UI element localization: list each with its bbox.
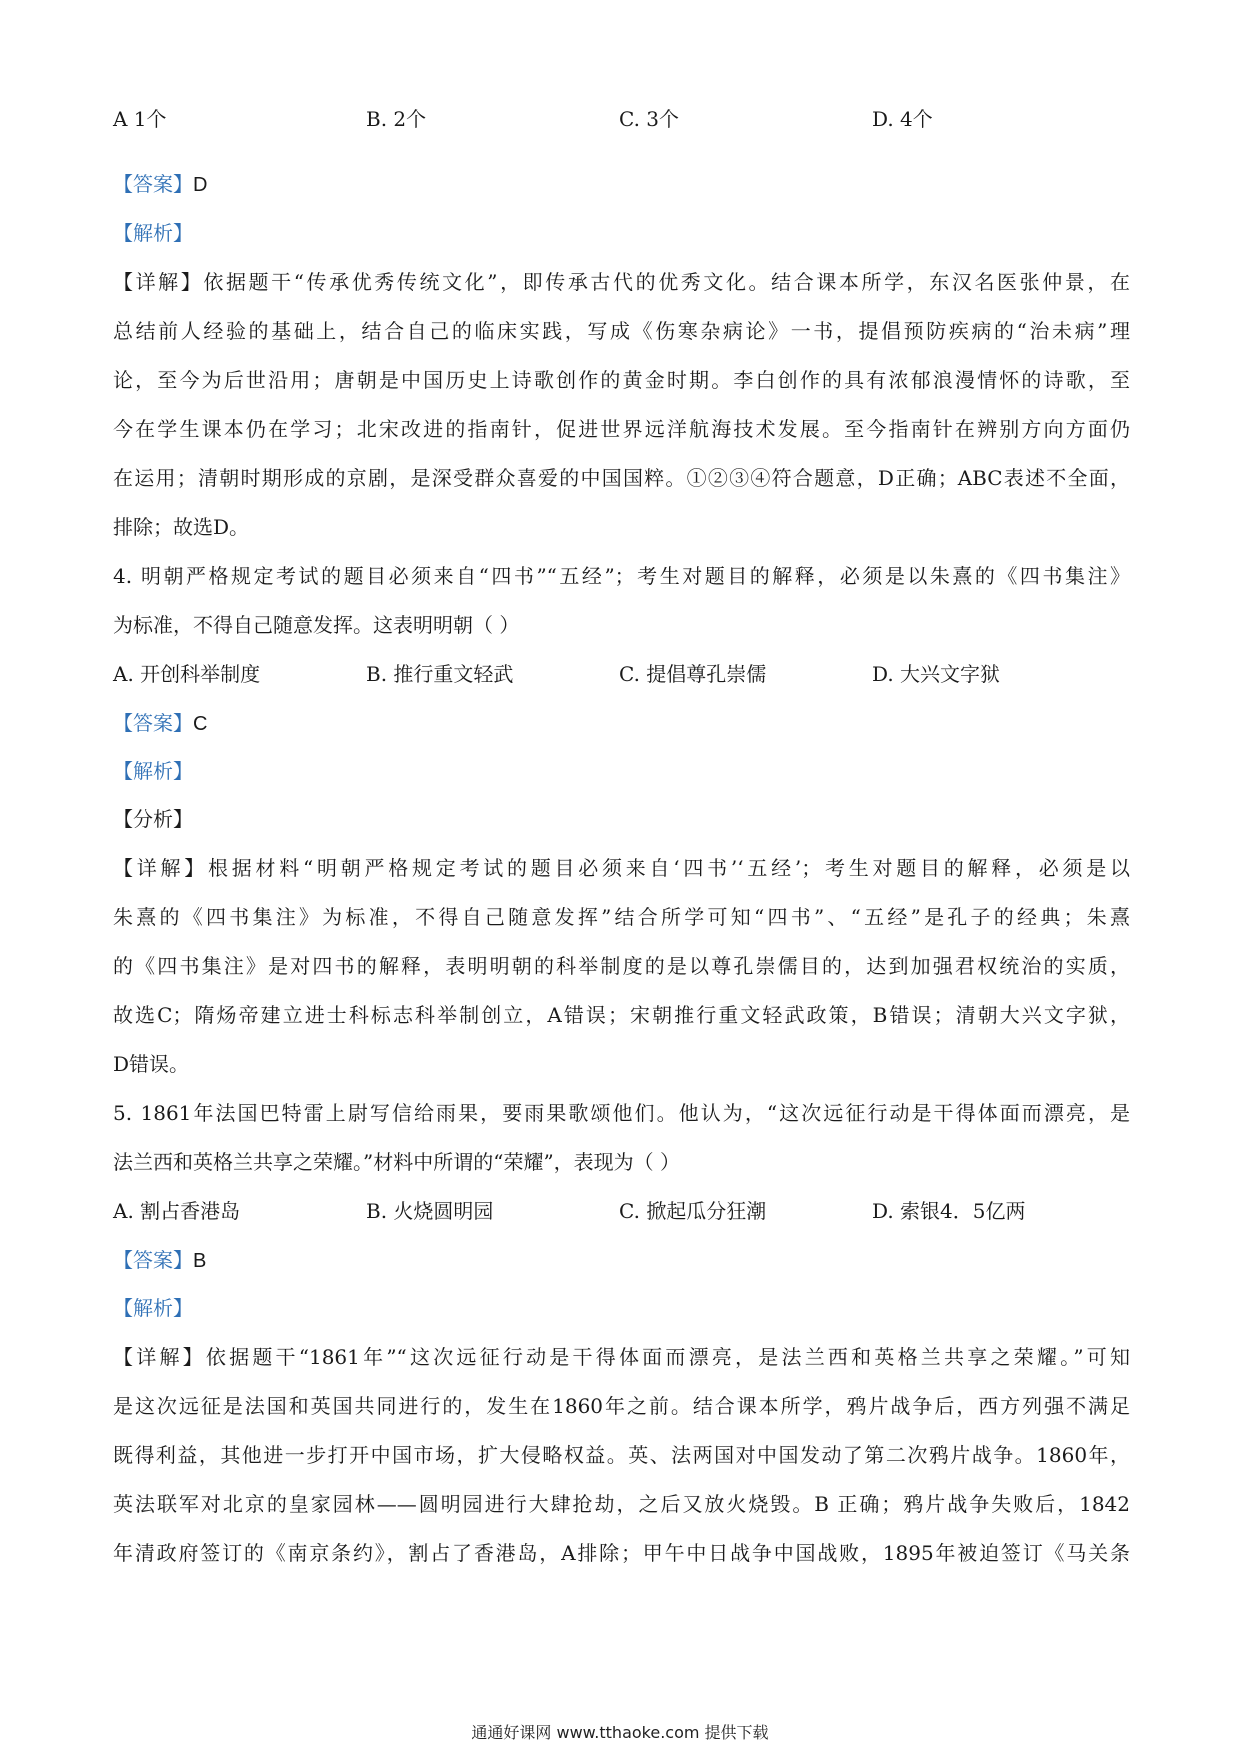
answer-value: C: [193, 713, 208, 735]
q5-stem-line: 法兰西和英格兰共享之荣耀。”材料中所谓的“荣耀”，表现为（ ）: [113, 1150, 681, 1174]
q5-detail-line: 英法联军对北京的皇家园林——圆明园进行大肆抢劫，之后又放火烧毁。B 正确；鸦片战争失败后，1842: [113, 1492, 1130, 1516]
analysis-label: 【解析】: [113, 1296, 193, 1320]
q3-detail-line: 在运用；清朝时期形成的京剧，是深受群众喜爱的中国国粹。①②③④符合题意，D正确；ABC表述不全面，: [113, 466, 1130, 490]
q4-fenxi-label: 【分析】: [113, 807, 193, 831]
q3-analysis-label: [113, 218, 1130, 248]
analysis-label: 【解析】: [113, 221, 193, 245]
q4-options: [113, 659, 1130, 689]
q5-stem-line: 5. 1861年法国巴特雷上尉写信给雨果，要雨果歌颂他们。他认为，“这次远征行动是干得体面而漂亮，是: [113, 1101, 1130, 1125]
q5-option-d: D. 索银4．5亿两: [872, 1199, 1026, 1223]
q3-option-a: A 1个: [113, 107, 167, 131]
answer-value: B: [193, 1250, 207, 1272]
q5-options: [113, 1196, 1130, 1226]
q3-detail-line: 排除；故选D。: [113, 515, 250, 539]
q5-analysis-label: [113, 1293, 1130, 1323]
q4-detail-line: 的《四书集注》是对四书的解释，表明明朝的科举制度的是以尊孔崇儒目的，达到加强君权统治的实质，: [113, 954, 1130, 978]
q3-detail-line: 论，至今为后世沿用；唐朝是中国历史上诗歌创作的黄金时期。李白创作的具有浓郁浪漫情怀的诗歌，至: [113, 368, 1130, 392]
q4-analysis-label: [113, 756, 1130, 786]
q3-option-d: D. 4个: [872, 107, 933, 131]
page-footer: 通通好课网 www.tthaoke.com 提供下载: [471, 1723, 769, 1742]
q5-option-a: A. 割占香港岛: [113, 1199, 241, 1223]
answer-value: D: [193, 174, 208, 196]
q4-answer: [113, 708, 1130, 739]
q5-detail-line: 【详解】依据题干“1861年”“这次远征行动是干得体面而漂亮，是法兰西和英格兰共享之荣耀。”可知: [113, 1345, 1130, 1369]
answer-label: 【答案】: [113, 172, 193, 196]
q4-stem-line: 为标准，不得自己随意发挥。这表明明朝（ ）: [113, 613, 520, 637]
q3-detail-line: 总结前人经验的基础上，结合自己的临床实践，写成《伤寒杂病论》一书，提倡预防疾病的“治未病”理: [113, 319, 1130, 343]
q4-option-c: C. 提倡尊孔崇儒: [619, 662, 767, 686]
q5-option-c: C. 掀起瓜分狂潮: [619, 1199, 767, 1223]
q5-detail-line: 年清政府签订的《南京条约》，割占了香港岛，A排除；甲午中日战争中国战败，1895年被迫签订《马关条: [113, 1541, 1130, 1565]
q3-options: [113, 104, 1130, 134]
q3-detail-line: 今在学生课本仍在学习；北宋改进的指南针，促进世界远洋航海技术发展。至今指南针在辨别方向方面仍: [113, 417, 1130, 441]
q4-detail-line: 【详解】根据材料“明朝严格规定考试的题目必须来自‘四书’‘五经’；考生对题目的解释，必须是以: [113, 856, 1130, 880]
answer-label: 【答案】: [113, 1248, 193, 1272]
q4-stem-line: 4. 明朝严格规定考试的题目必须来自“四书”“五经”；考生对题目的解释，必须是以朱熹的《四书集注》: [113, 564, 1130, 588]
q4-detail-line: 朱熹的《四书集注》为标准，不得自己随意发挥”结合所学可知“四书”、“五经”是孔子的经典；朱熹: [113, 905, 1130, 929]
q4-option-b: B. 推行重文轻武: [366, 662, 514, 686]
q3-option-b: B. 2个: [366, 107, 427, 131]
q5-detail-line: 既得利益，其他进一步打开中国市场，扩大侵略权益。英、法两国对中国发动了第二次鸦片战争。1860年，: [113, 1443, 1130, 1467]
q5-detail-line: 是这次远征是法国和英国共同进行的，发生在1860年之前。结合课本所学，鸦片战争后，西方列强不满足: [113, 1394, 1130, 1418]
analysis-label: 【解析】: [113, 759, 193, 783]
q4-option-d: D. 大兴文字狱: [872, 662, 1001, 686]
q4-detail-line: 故选C；隋炀帝建立进士科标志科举制创立，A错误；宋朝推行重文轻武政策，B错误；清朝大兴文字狱，: [113, 1003, 1130, 1027]
q3-option-c: C. 3个: [619, 107, 680, 131]
q5-answer: [113, 1245, 1130, 1276]
answer-label: 【答案】: [113, 711, 193, 735]
q3-answer: [113, 169, 1130, 200]
q3-detail-line: 【详解】依据题干“传承优秀传统文化”，即传承古代的优秀文化。结合课本所学，东汉名医张仲景，在: [113, 270, 1130, 294]
q4-detail-line: D错误。: [113, 1052, 190, 1076]
q5-option-b: B. 火烧圆明园: [366, 1199, 494, 1223]
q4-option-a: A. 开创科举制度: [113, 662, 261, 686]
